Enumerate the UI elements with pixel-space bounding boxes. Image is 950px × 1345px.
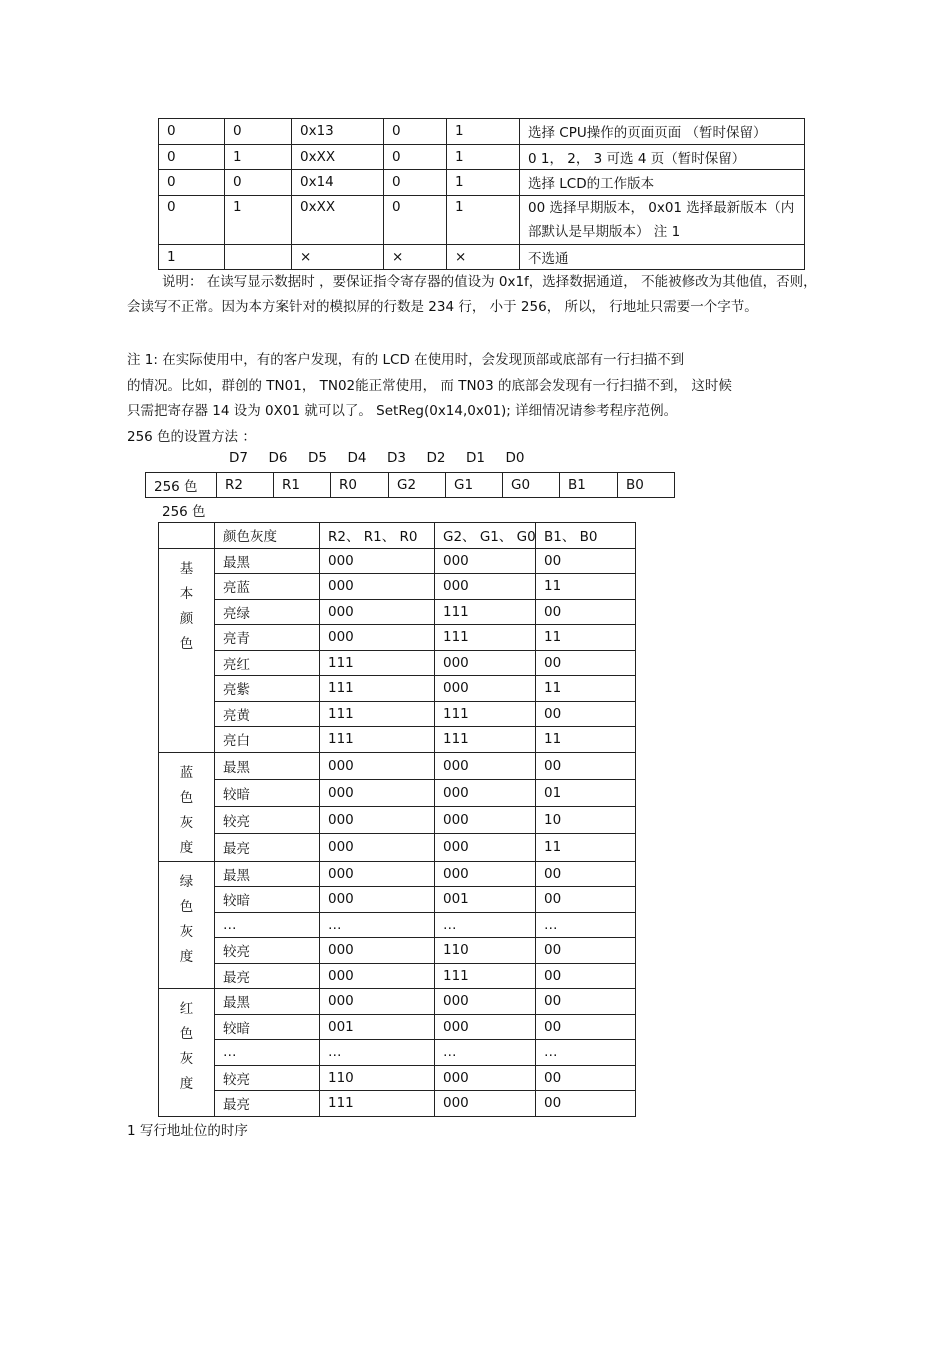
bit-value: 00: [536, 1065, 636, 1091]
bit-label: D5: [308, 450, 327, 466]
bit-value: …: [536, 1040, 636, 1066]
shade-name: 亮黄: [215, 701, 320, 727]
bit-label: D4: [347, 450, 367, 466]
bit-cell: G1: [446, 473, 503, 498]
note1-line2: 的情况。比如，群创的 TN01， TN02能正常使用， 而 TN03 的底部会发现有一行扫描不到， 这时候: [127, 378, 732, 394]
bit-value: 111: [435, 701, 536, 727]
bit-value: …: [320, 1040, 435, 1066]
group-label-char: 灰: [179, 814, 194, 831]
shade-name: 亮紫: [215, 676, 320, 702]
bit-value: 000: [435, 1065, 536, 1091]
register-description: 选择 CPU操作的页面页面 （暂时保留）: [520, 119, 805, 145]
bit-value: …: [320, 912, 435, 938]
bit-value: …: [536, 912, 636, 938]
bit-value: …: [435, 912, 536, 938]
bit-cell: G0: [503, 473, 560, 498]
shade-name: 最亮: [215, 963, 320, 989]
shade-name: 最黑: [215, 548, 320, 574]
bit-value: 00: [536, 1014, 636, 1040]
register-cell: [225, 244, 292, 270]
bit-value: 000: [435, 1014, 536, 1040]
table-row: [159, 1065, 636, 1091]
group-label-char: 蓝: [179, 764, 194, 781]
register-cell: 0: [159, 119, 225, 145]
color-setting-heading: 256 色的设置方法 ：: [127, 429, 256, 445]
group-label: [159, 752, 215, 861]
bit-value: 000: [435, 676, 536, 702]
table-row: [159, 989, 636, 1015]
bit-value: 00: [536, 1091, 636, 1117]
bit-value: 00: [536, 989, 636, 1015]
bit-value: 00: [536, 599, 636, 625]
table-row: [159, 676, 636, 702]
register-cell: ×: [292, 244, 384, 270]
shade-name: 亮红: [215, 650, 320, 676]
group-label-char: 灰: [179, 923, 194, 940]
table-row: [159, 599, 636, 625]
bit-value: 00: [536, 752, 636, 779]
bit-value: 110: [435, 938, 536, 964]
bit-value: 00: [536, 548, 636, 574]
bit-value: 000: [320, 548, 435, 574]
table-row: [159, 574, 636, 600]
bit-value: 000: [435, 834, 536, 861]
bit-value: 111: [320, 727, 435, 753]
bit-value: 000: [320, 989, 435, 1015]
bit-cell: R1: [274, 473, 331, 498]
bit-value: 000: [320, 779, 435, 806]
bit-value: 000: [435, 989, 536, 1015]
register-cell: 0: [159, 195, 225, 244]
bit-value: 000: [435, 861, 536, 887]
note1-line3: 只需把寄存器 14 设为 0X01 就可以了。 SetReg(0x14,0x01); 详细情况请参考程序范例。: [127, 403, 678, 419]
bit-value: 111: [435, 963, 536, 989]
bit-table-label: 256 色: [146, 473, 217, 498]
register-row: [159, 170, 805, 196]
shade-name: 亮蓝: [215, 574, 320, 600]
table-row: [159, 963, 636, 989]
bit-value: 111: [435, 625, 536, 651]
shade-name: 最黑: [215, 861, 320, 887]
bit-value: 000: [320, 752, 435, 779]
register-row: [159, 244, 805, 270]
table-row: [159, 779, 636, 806]
bit-value: 000: [320, 807, 435, 834]
bit-value: 00: [536, 650, 636, 676]
group-label-char: 色: [179, 898, 194, 915]
register-cell: 1: [447, 119, 520, 145]
bit-value: 000: [435, 752, 536, 779]
group-label-char: 色: [179, 1026, 194, 1042]
group-label-char: 度: [179, 839, 194, 856]
register-cell: 0xXX: [292, 144, 384, 170]
register-cell: 0x13: [292, 119, 384, 145]
bit-value: 111: [320, 1091, 435, 1117]
bit-layout-table: [145, 472, 675, 498]
group-label-char: 颜: [179, 610, 194, 627]
register-table: [158, 118, 805, 270]
shade-name: 亮绿: [215, 599, 320, 625]
table-row: [159, 938, 636, 964]
shade-name: …: [215, 1040, 320, 1066]
bit-value: 000: [435, 548, 536, 574]
table-row: [159, 887, 636, 913]
register-cell: 1: [447, 195, 520, 244]
bit-cell: R0: [331, 473, 389, 498]
bit-value: 00: [536, 701, 636, 727]
register-cell: 0: [384, 195, 447, 244]
table-row: [159, 807, 636, 834]
register-row: [159, 144, 805, 170]
register-cell: 0x14: [292, 170, 384, 196]
bit-label: D2: [426, 450, 446, 466]
group-label: [159, 861, 215, 989]
table-row: [159, 650, 636, 676]
register-cell: 0: [225, 119, 292, 145]
register-description: 00 选择早期版本， 0x01 选择最新版本（内部默认是早期版本） 注 1: [520, 195, 805, 244]
table-row: [159, 834, 636, 861]
bit-label: D1: [466, 450, 485, 466]
table-row: [159, 1091, 636, 1117]
table-row: [159, 701, 636, 727]
explanation-paragraph: 说明： 在读写显示数据时 ，要保证指令寄存器的值设为 0x1f，选择数据通道， 不能被修改为其他值，否则，会读写不正常。因为本方案针对的模拟屏的行数是 234 行， 小于 256， 所以， 行地址只需要一个字节。: [127, 274, 817, 315]
bit-value: 00: [536, 963, 636, 989]
bit-label: D6: [268, 450, 288, 466]
bit-value: 001: [435, 887, 536, 913]
group-label-char: 绿: [179, 873, 194, 890]
column-header: 颜色灰度: [215, 523, 320, 549]
register-cell: 1: [225, 144, 292, 170]
register-cell: 0: [225, 170, 292, 196]
group-label-char: 本: [179, 585, 194, 602]
shade-name: 最亮: [215, 1091, 320, 1117]
bit-value: 000: [320, 574, 435, 600]
shade-name: 最黑: [215, 989, 320, 1015]
shade-name: 较亮: [215, 938, 320, 964]
group-label-char: 红: [179, 1001, 194, 1017]
bit-value: 111: [435, 599, 536, 625]
color-table-caption: 256 色: [162, 504, 206, 520]
table-row: [159, 625, 636, 651]
bit-value: 01: [536, 779, 636, 806]
register-cell: 1: [447, 170, 520, 196]
table-row: [159, 548, 636, 574]
register-row: [159, 119, 805, 145]
shade-name: 较暗: [215, 1014, 320, 1040]
color-table: [158, 522, 636, 1117]
bit-value: 000: [435, 1091, 536, 1117]
bit-value: 11: [536, 727, 636, 753]
register-cell: 0: [384, 170, 447, 196]
bit-cell: R2: [217, 473, 274, 498]
bit-value: 000: [320, 625, 435, 651]
bit-value: 11: [536, 625, 636, 651]
register-cell: 0: [159, 170, 225, 196]
group-label-char: 基: [179, 560, 194, 577]
group-label: [159, 989, 215, 1117]
shade-name: 亮白: [215, 727, 320, 753]
bit-value: 000: [320, 861, 435, 887]
table-row: [159, 1040, 636, 1066]
table-row: [159, 727, 636, 753]
shade-name: 较暗: [215, 887, 320, 913]
group-label-char: 色: [179, 789, 194, 806]
register-cell: ×: [384, 244, 447, 270]
register-cell: ×: [447, 244, 520, 270]
bit-value: 000: [435, 807, 536, 834]
bit-labels: [229, 450, 545, 466]
shade-name: …: [215, 912, 320, 938]
bit-value: 10: [536, 807, 636, 834]
note1-line1: 注 1: 在实际使用中，有的客户发现，有的 LCD 在使用时，会发现顶部或底部有一行扫描不到: [127, 352, 685, 368]
bit-value: 000: [320, 963, 435, 989]
column-header: R2、 R1、 R0: [320, 523, 435, 549]
group-label: [159, 548, 215, 752]
column-header: [159, 523, 215, 549]
bit-label: D0: [505, 450, 525, 466]
color-table-header: [159, 523, 636, 549]
bit-value: 00: [536, 938, 636, 964]
register-cell: 0: [384, 119, 447, 145]
bit-value: 000: [320, 887, 435, 913]
shade-name: 较亮: [215, 807, 320, 834]
bit-value: 11: [536, 574, 636, 600]
bit-label: D3: [387, 450, 406, 466]
bit-value: 111: [320, 701, 435, 727]
group-label-char: 度: [179, 1076, 194, 1092]
table-row: [159, 861, 636, 887]
bit-value: 111: [320, 650, 435, 676]
bit-value: 111: [435, 727, 536, 753]
shade-name: 最亮: [215, 834, 320, 861]
bit-value: 000: [435, 574, 536, 600]
bit-value: 00: [536, 887, 636, 913]
shade-name: 较暗: [215, 779, 320, 806]
register-row: [159, 195, 805, 244]
column-header: B1、 B0: [536, 523, 636, 549]
bit-value: 000: [320, 599, 435, 625]
bit-value: 110: [320, 1065, 435, 1091]
register-cell: 1: [225, 195, 292, 244]
bit-value: 000: [320, 834, 435, 861]
bit-cell: B0: [618, 473, 675, 498]
register-description: 不选通: [520, 244, 805, 270]
bit-value: 11: [536, 834, 636, 861]
bit-cell: G2: [389, 473, 446, 498]
shade-name: 亮青: [215, 625, 320, 651]
bit-value: 000: [320, 938, 435, 964]
table-row: [159, 752, 636, 779]
register-cell: 0: [159, 144, 225, 170]
register-cell: 1: [447, 144, 520, 170]
column-header: G2、 G1、 G0: [435, 523, 536, 549]
bit-label: D7: [229, 450, 248, 466]
group-label-char: 灰: [179, 1051, 194, 1067]
table-row: [159, 912, 636, 938]
register-cell: 1: [159, 244, 225, 270]
group-label-char: 色: [179, 635, 194, 652]
bit-value: 00: [536, 861, 636, 887]
bit-value: 000: [435, 779, 536, 806]
register-description: 0 1， 2， 3 可选 4 页（暂时保留）: [520, 144, 805, 170]
timing-section-heading: 1 写行地址位的时序: [127, 1123, 248, 1139]
shade-name: 较亮: [215, 1065, 320, 1091]
register-cell: 0xXX: [292, 195, 384, 244]
register-description: 选择 LCD的工作版本: [520, 170, 805, 196]
group-label-char: 度: [179, 948, 194, 965]
register-cell: 0: [384, 144, 447, 170]
table-row: [159, 1014, 636, 1040]
bit-layout-row: [146, 473, 675, 498]
bit-value: 111: [320, 676, 435, 702]
bit-value: …: [435, 1040, 536, 1066]
bit-value: 000: [435, 650, 536, 676]
bit-value: 001: [320, 1014, 435, 1040]
shade-name: 最黑: [215, 752, 320, 779]
bit-cell: B1: [560, 473, 618, 498]
bit-value: 11: [536, 676, 636, 702]
